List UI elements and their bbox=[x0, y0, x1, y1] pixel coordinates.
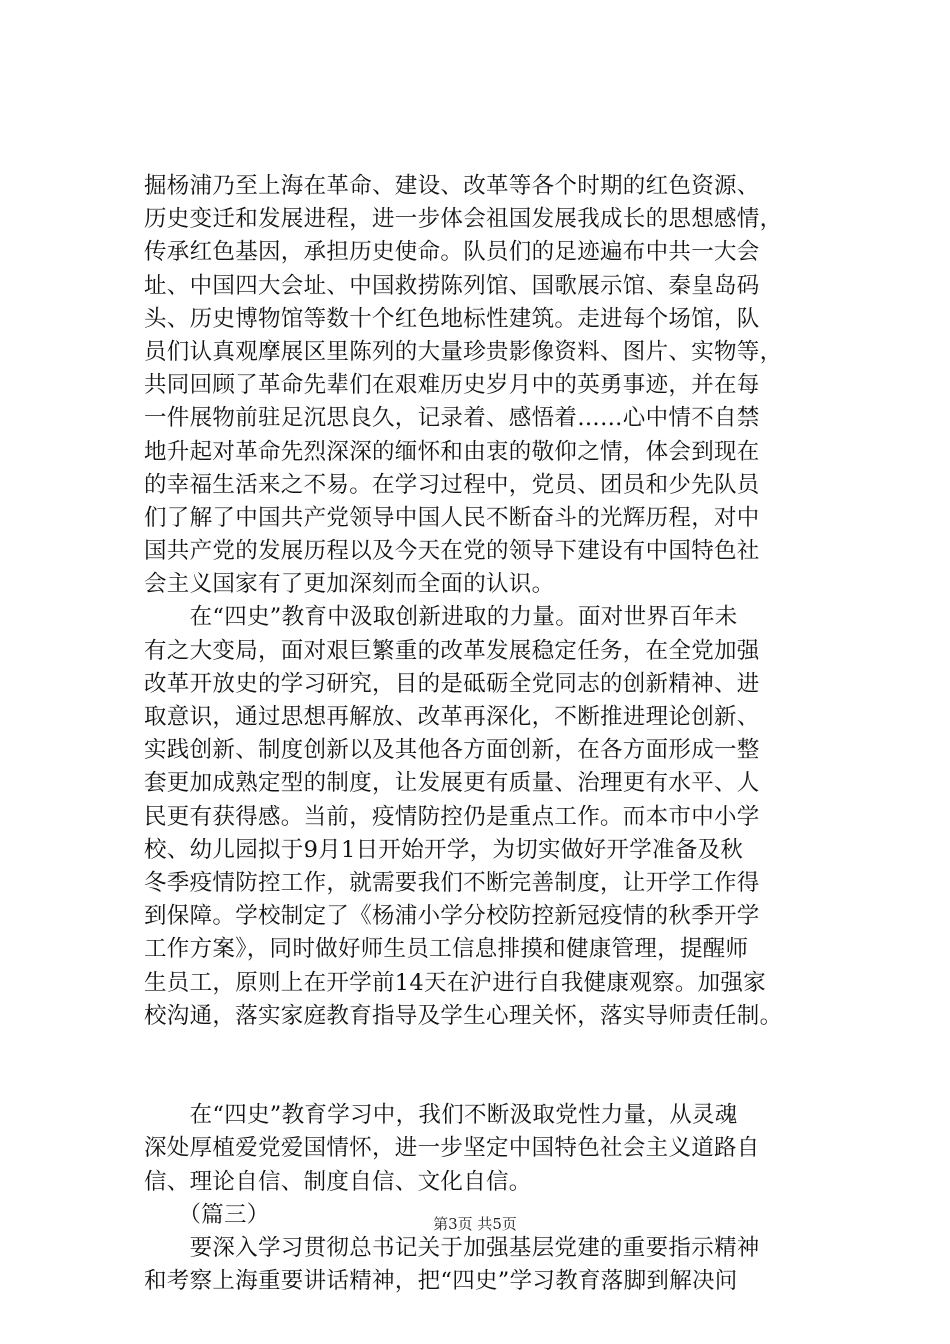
text-line: 国共产党的发展历程以及今天在党的领导下建设有中国特色社 bbox=[144, 538, 760, 565]
paragraph-gap bbox=[144, 1033, 824, 1099]
text-line: 实践创新、制度创新以及其他各方面创新，在各方面形成一整 bbox=[144, 737, 760, 764]
text-line: 在“四史”教育学习中，我们不断汲取党性力量，从灵魂 bbox=[144, 1102, 738, 1129]
text-line: 到保障。学校制定了《杨浦小学分校防控新冠疫情的秋季开学 bbox=[144, 903, 760, 930]
text-line: 传承红色基因，承担历史使命。队员们的足迹遍布中共一大会 bbox=[144, 239, 760, 266]
text-line: 会主义国家有了更加深刻而全面的认识。 bbox=[144, 571, 555, 598]
text-line: 的幸福生活来之不易。在学习过程中，党员、团员和少先队员 bbox=[144, 471, 760, 498]
text-line: 套更加成熟定型的制度，让发展更有质量、治理更有水平、人 bbox=[144, 770, 760, 797]
text-line: 信、理论自信、制度自信、文化自信。 bbox=[144, 1168, 532, 1195]
text-line: 民更有获得感。当前，疫情防控仍是重点工作。而本市中小学 bbox=[144, 803, 760, 830]
text-line: 掘杨浦乃至上海在革命、建设、改革等各个时期的红色资源、 bbox=[144, 173, 760, 199]
text-line: 共同回顾了革命先辈们在艰难历史岁月中的英勇事迹，并在每 bbox=[144, 372, 760, 399]
text-line: 校沟通，落实家庭教育指导及学生心理关怀，落实导师责任制。 bbox=[144, 1002, 783, 1029]
text-line: 头、历史博物馆等数十个红色地标性建筑。走进每个场馆，队 bbox=[144, 305, 760, 332]
text-line: 和考察上海重要讲话精神，把“四史”学习教育落脚到解决问 bbox=[144, 1268, 738, 1295]
text-line: 校、幼儿园拟于9月1日开始开学，为切实做好开学准备及秋 bbox=[144, 836, 744, 863]
text-line: 取意识，通过思想再解放、改革再深化，不断推进理论创新、 bbox=[144, 704, 760, 730]
text-line: 在“四史”教育中汲取创新进取的力量。面对世界百年未 bbox=[144, 604, 738, 631]
text-line: 工作方案》，同时做好师生员工信息排摸和健康管理，提醒师 bbox=[144, 936, 749, 963]
text-line: 冬季疫情防控工作，就需要我们不断完善制度，让开学工作得 bbox=[144, 869, 760, 896]
text-line: 改革开放史的学习研究，目的是砥砺全党同志的创新精神、进 bbox=[144, 670, 760, 697]
text-line: 有之大变局，面对艰巨繁重的改革发展稳定任务，在全党加强 bbox=[144, 637, 760, 664]
text-line: 员们认真观摩展区里陈列的大量珍贵影像资料、图片、实物等， bbox=[144, 338, 783, 365]
text-line: 地升起对革命先烈深深的缅怀和由衷的敬仰之情，体会到现在 bbox=[144, 438, 760, 465]
text-line: 生员工，原则上在开学前14天在沪进行自我健康观察。加强家 bbox=[144, 969, 767, 996]
document-body bbox=[144, 170, 824, 1298]
text-line: 要深入学习贯彻总书记关于加强基层党建的重要指示精神 bbox=[144, 1235, 760, 1262]
text-line: 历史变迁和发展进程，进一步体会祖国发展我成长的思想感情， bbox=[144, 206, 783, 233]
section-heading: （篇三） bbox=[144, 1201, 270, 1228]
text-line: 们了解了中国共产党领导中国人民不断奋斗的光辉历程，对中 bbox=[144, 504, 760, 531]
text-line: 一件展物前驻足沉思良久，记录着、感悟着……心中情不自禁 bbox=[144, 405, 760, 432]
page-number-footer: 第3页 共5页 bbox=[433, 1215, 517, 1233]
text-line: 址、中国四大会址、中国救捞陈列馆、国歌展示馆、秦皇岛码 bbox=[144, 272, 760, 299]
text-line: 深处厚植爱党爱国情怀，进一步坚定中国特色社会主义道路自 bbox=[144, 1135, 760, 1162]
